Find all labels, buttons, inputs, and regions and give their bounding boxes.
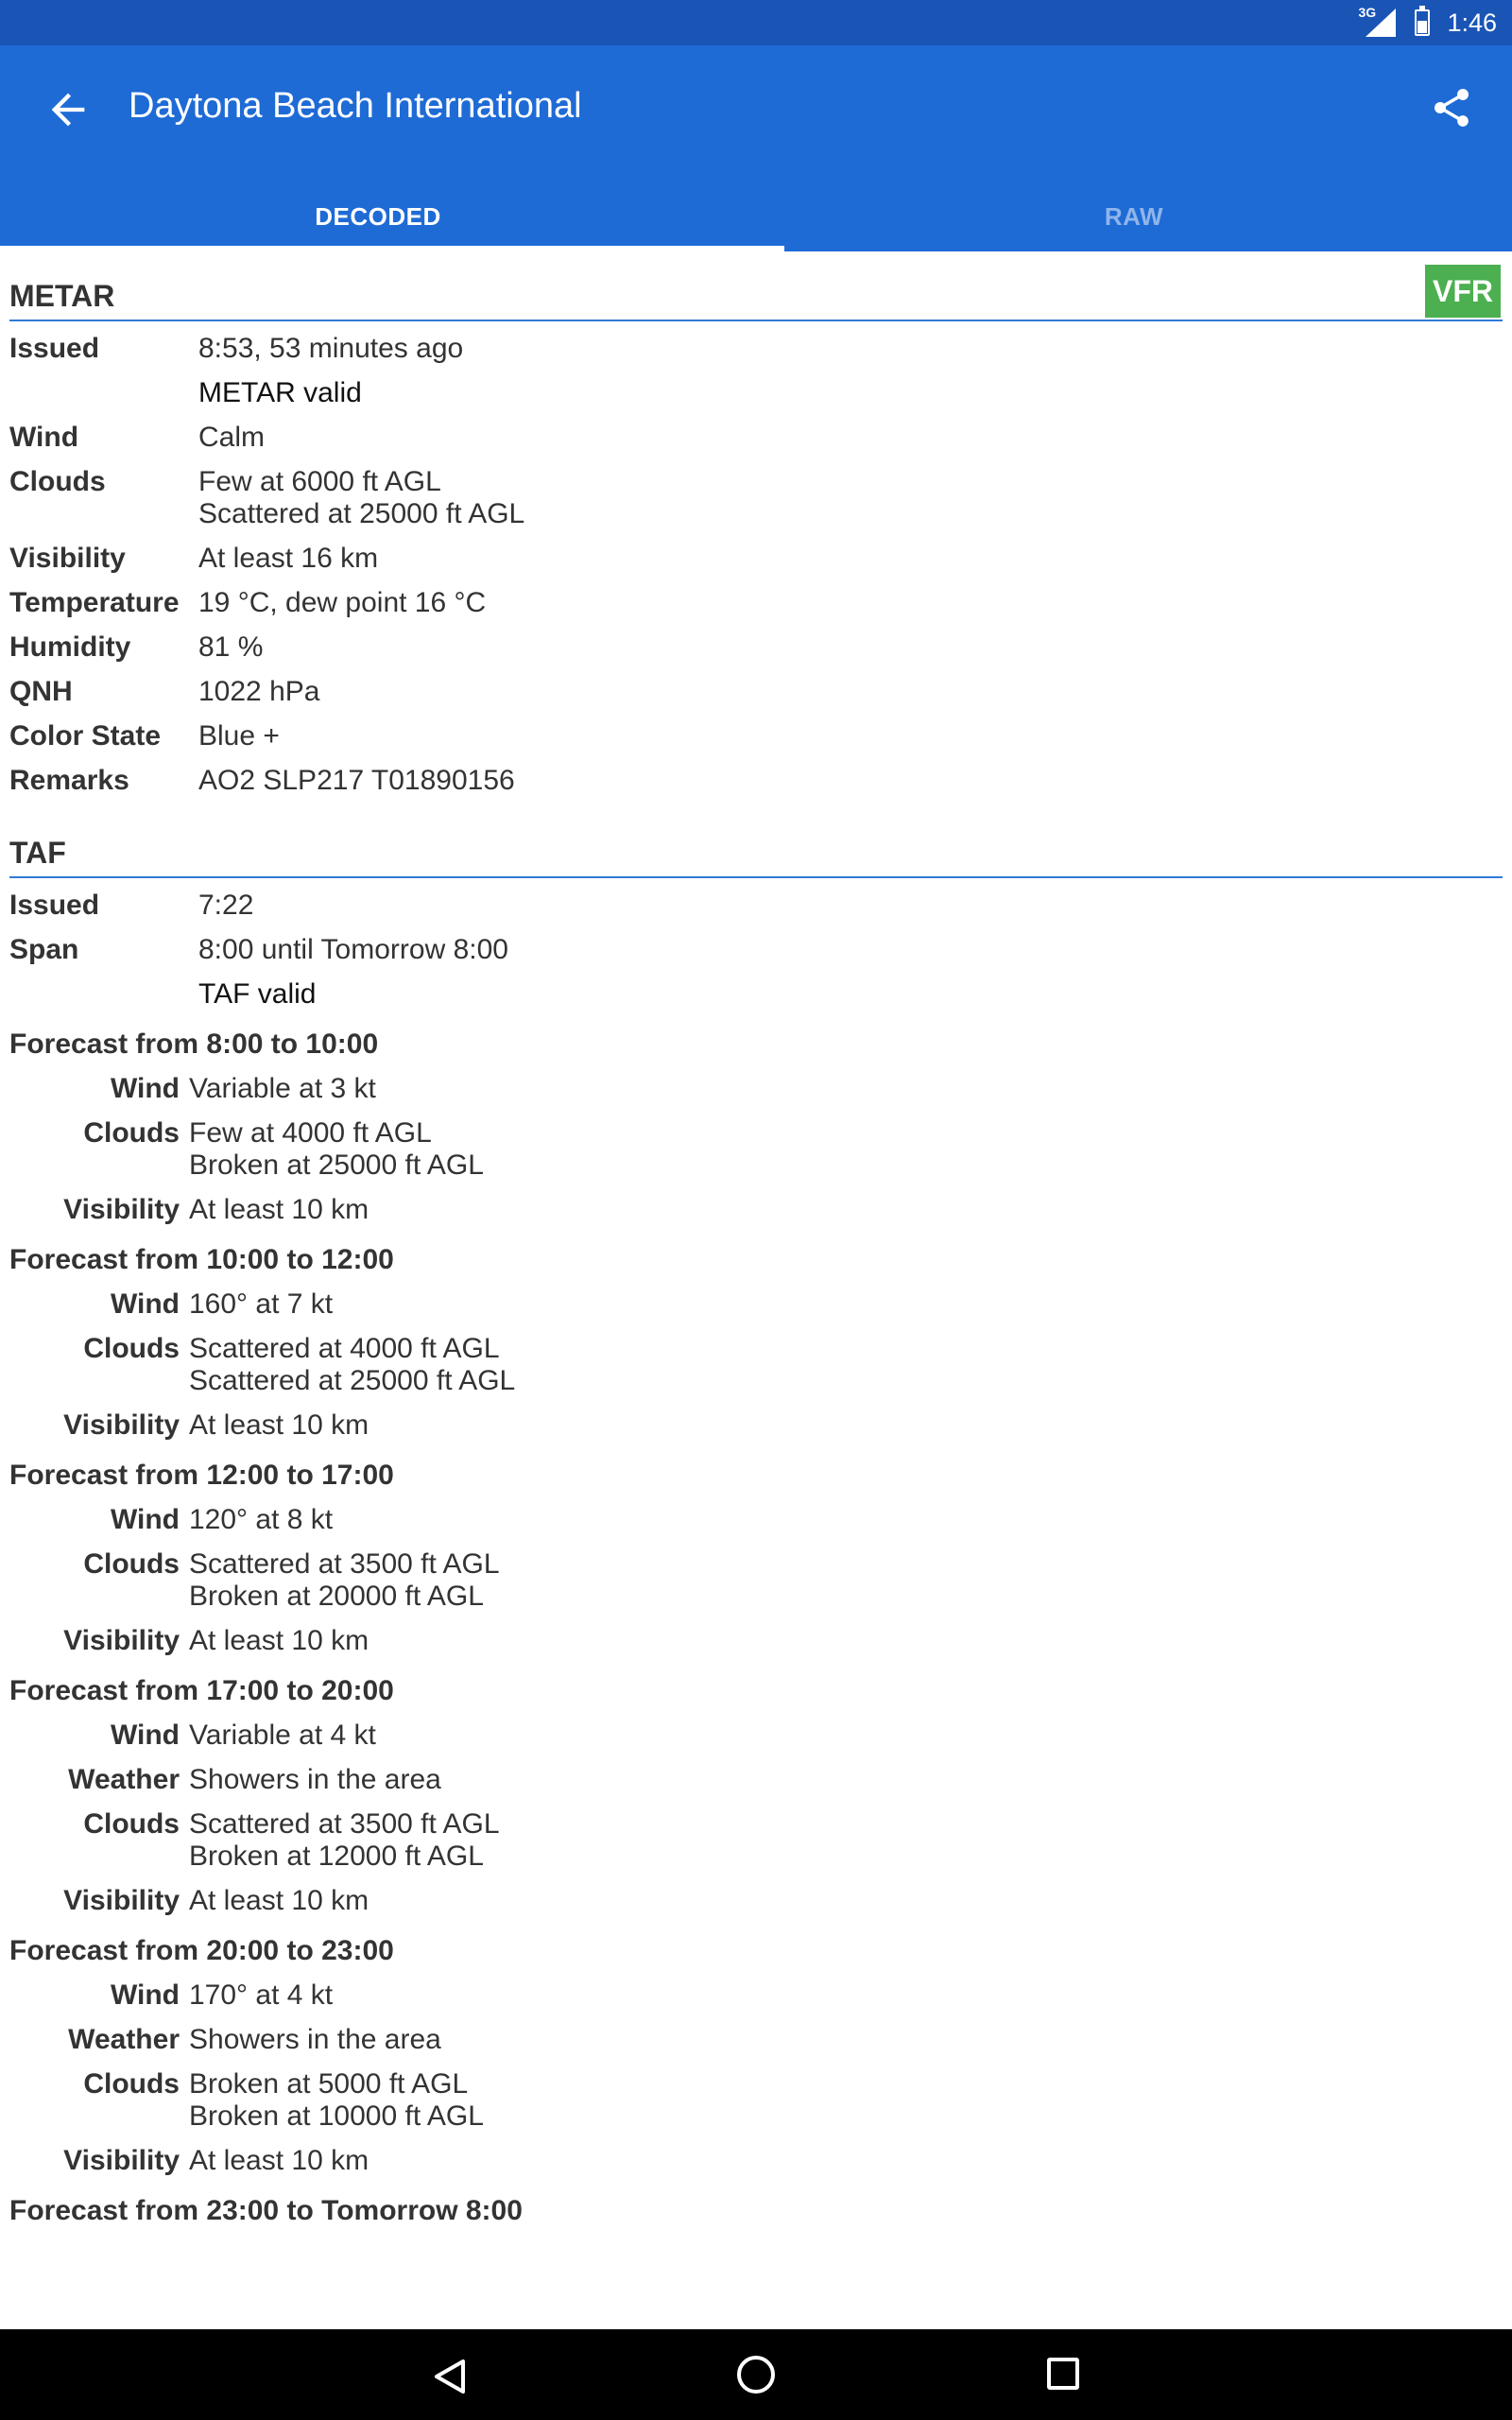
forecast-wind bbox=[0, 1504, 1512, 1536]
forecast-clouds bbox=[0, 1548, 1512, 1613]
tab-raw[interactable]: RAW bbox=[1104, 202, 1164, 231]
row-value: 120° at 8 kt bbox=[189, 1504, 334, 1535]
forecast-weather bbox=[0, 2024, 1512, 2056]
cloud-layer: Scattered at 4000 ft AGL bbox=[189, 1333, 500, 1364]
taf-heading: TAF bbox=[9, 836, 66, 870]
row-value: At least 10 km bbox=[189, 1194, 369, 1225]
row-value: Variable at 3 kt bbox=[189, 1073, 376, 1104]
row-label: Humidity bbox=[9, 631, 131, 663]
row-value: Variable at 4 kt bbox=[189, 1720, 376, 1751]
row-label: Visibility bbox=[63, 1625, 180, 1656]
metar-row-qnh bbox=[0, 676, 1512, 708]
metar-row-visibility bbox=[0, 543, 1512, 575]
forecast-block bbox=[0, 1460, 1512, 1657]
metar-row-temperature bbox=[0, 587, 1512, 619]
forecast-weather bbox=[0, 1764, 1512, 1796]
row-value bbox=[198, 466, 524, 530]
cloud-layer: Scattered at 25000 ft AGL bbox=[189, 1365, 516, 1396]
metar-row-remarks bbox=[0, 765, 1512, 797]
row-value: At least 10 km bbox=[189, 2145, 369, 2176]
forecast-visibility bbox=[0, 1194, 1512, 1226]
nav-home-icon[interactable] bbox=[737, 2356, 775, 2394]
metar-valid: METAR valid bbox=[198, 377, 362, 408]
row-value: 19 °C, dew point 16 °C bbox=[198, 587, 487, 618]
row-label: Wind bbox=[110, 1720, 180, 1751]
forecast-visibility bbox=[0, 1885, 1512, 1917]
forecast-title: Forecast from 12:00 to 17:00 bbox=[9, 1460, 394, 1491]
row-label: Clouds bbox=[83, 1808, 180, 1840]
row-value: 8:00 until Tomorrow 8:00 bbox=[198, 934, 508, 965]
forecast-wind bbox=[0, 1979, 1512, 2012]
row-value: 7:22 bbox=[198, 890, 254, 921]
clock: 1:46 bbox=[1447, 8, 1497, 37]
row-value: Showers in the area bbox=[189, 2024, 441, 2055]
row-value bbox=[189, 2068, 484, 2133]
taf-row-issued bbox=[0, 890, 1512, 922]
row-value: Showers in the area bbox=[189, 1764, 441, 1795]
forecast-title: Forecast from 8:00 to 10:00 bbox=[9, 1028, 379, 1060]
forecast-visibility bbox=[0, 1625, 1512, 1657]
row-value: AO2 SLP217 T01890156 bbox=[198, 765, 515, 796]
metar-row-issued bbox=[0, 333, 1512, 365]
metar-row-wind bbox=[0, 422, 1512, 454]
forecast-title: Forecast from 17:00 to 20:00 bbox=[9, 1675, 394, 1706]
forecast-clouds bbox=[0, 2068, 1512, 2133]
row-label: Color State bbox=[9, 720, 162, 752]
row-label: Span bbox=[9, 934, 79, 965]
row-value: 8:53, 53 minutes ago bbox=[198, 333, 464, 364]
row-value: At least 16 km bbox=[198, 543, 379, 574]
taf-row-span bbox=[0, 934, 1512, 966]
row-label: Clouds bbox=[83, 2068, 180, 2100]
row-label: Wind bbox=[110, 1979, 180, 2011]
row-value: At least 10 km bbox=[189, 1885, 369, 1916]
flight-rule-badge: VFR bbox=[1425, 265, 1501, 318]
row-label: Weather bbox=[68, 2024, 180, 2055]
cloud-layer: Broken at 25000 ft AGL bbox=[189, 1150, 484, 1181]
cloud-layer: Scattered at 3500 ft AGL bbox=[189, 1808, 500, 1840]
row-label: Visibility bbox=[9, 543, 126, 574]
tab-bar bbox=[0, 191, 1512, 251]
system-nav-bar bbox=[0, 2329, 1512, 2420]
row-value: 170° at 4 kt bbox=[189, 1979, 334, 2011]
forecast-wind bbox=[0, 1073, 1512, 1105]
forecast-title: Forecast from 23:00 to Tomorrow 8:00 bbox=[9, 2195, 523, 2226]
share-button[interactable] bbox=[1429, 85, 1474, 130]
cloud-layer: Broken at 5000 ft AGL bbox=[189, 2068, 469, 2100]
row-value: Blue + bbox=[198, 720, 280, 752]
taf-valid: TAF valid bbox=[198, 978, 317, 1010]
forecast-block bbox=[0, 1244, 1512, 1442]
row-label: Wind bbox=[110, 1504, 180, 1535]
share-icon bbox=[1429, 85, 1474, 130]
row-value: 1022 hPa bbox=[198, 676, 320, 707]
row-label: Visibility bbox=[63, 1885, 180, 1916]
decoded-content[interactable] bbox=[0, 251, 1512, 2329]
cloud-layer: Broken at 10000 ft AGL bbox=[189, 2100, 484, 2132]
row-label: Clouds bbox=[83, 1117, 180, 1149]
forecast-block bbox=[0, 1675, 1512, 1917]
metar-row-humidity bbox=[0, 631, 1512, 664]
cloud-layer: Scattered at 25000 ft AGL bbox=[198, 498, 525, 529]
row-label: Wind bbox=[110, 1288, 180, 1320]
nav-back-icon[interactable] bbox=[433, 2358, 467, 2395]
cloud-layer: Broken at 20000 ft AGL bbox=[189, 1581, 484, 1612]
row-label: Remarks bbox=[9, 765, 129, 796]
row-label: Issued bbox=[9, 333, 100, 364]
forecast-block bbox=[0, 1028, 1512, 1226]
row-label: Issued bbox=[9, 890, 100, 921]
tab-decoded[interactable]: DECODED bbox=[315, 202, 441, 231]
metar-heading: METAR bbox=[9, 279, 115, 313]
cloud-layer: Scattered at 3500 ft AGL bbox=[189, 1548, 500, 1580]
row-label: Visibility bbox=[63, 1194, 180, 1225]
forecast-clouds bbox=[0, 1808, 1512, 1873]
cloud-layer: Few at 4000 ft AGL bbox=[189, 1117, 432, 1149]
battery-icon bbox=[1415, 9, 1430, 36]
metar-row-color-state bbox=[0, 720, 1512, 752]
app-bar bbox=[0, 45, 1512, 251]
row-value: 160° at 7 kt bbox=[189, 1288, 334, 1320]
row-label: Temperature bbox=[9, 587, 180, 618]
row-value bbox=[189, 1808, 500, 1873]
row-value: Calm bbox=[198, 422, 266, 453]
row-label: Weather bbox=[68, 1764, 180, 1795]
forecast-wind bbox=[0, 1288, 1512, 1321]
nav-recents-icon[interactable] bbox=[1047, 2358, 1079, 2390]
forecast-block bbox=[0, 2195, 1512, 2227]
forecast-title: Forecast from 20:00 to 23:00 bbox=[9, 1935, 394, 1966]
metar-header bbox=[9, 251, 1503, 321]
row-value: 81 % bbox=[198, 631, 264, 663]
forecast-wind bbox=[0, 1720, 1512, 1752]
row-label: Wind bbox=[110, 1073, 180, 1104]
status-bar bbox=[0, 0, 1512, 45]
forecast-clouds bbox=[0, 1333, 1512, 1397]
arrow-back-icon bbox=[43, 85, 93, 134]
row-label: Clouds bbox=[83, 1548, 180, 1580]
forecast-visibility bbox=[0, 2145, 1512, 2177]
row-value: At least 10 km bbox=[189, 1409, 369, 1441]
cloud-layer: Few at 6000 ft AGL bbox=[198, 466, 441, 497]
row-label: Visibility bbox=[63, 1409, 180, 1441]
back-button[interactable] bbox=[43, 85, 93, 134]
forecast-block bbox=[0, 1935, 1512, 2177]
row-value bbox=[189, 1117, 484, 1182]
taf-header bbox=[9, 797, 1503, 878]
forecast-clouds bbox=[0, 1117, 1512, 1182]
row-value bbox=[189, 1333, 515, 1397]
row-value bbox=[189, 1548, 500, 1613]
metar-row-clouds bbox=[0, 466, 1512, 530]
row-label: Clouds bbox=[83, 1333, 180, 1364]
row-label: QNH bbox=[9, 676, 73, 707]
signal-icon bbox=[1358, 5, 1398, 37]
row-label: Wind bbox=[9, 422, 79, 453]
forecast-visibility bbox=[0, 1409, 1512, 1442]
row-label: Visibility bbox=[63, 2145, 180, 2176]
cloud-layer: Broken at 12000 ft AGL bbox=[189, 1841, 484, 1872]
row-value: At least 10 km bbox=[189, 1625, 369, 1656]
row-label: Clouds bbox=[9, 466, 106, 497]
forecast-title: Forecast from 10:00 to 12:00 bbox=[9, 1244, 394, 1275]
network-type: 3G bbox=[1358, 5, 1377, 20]
page-title: Daytona Beach International bbox=[129, 86, 582, 126]
